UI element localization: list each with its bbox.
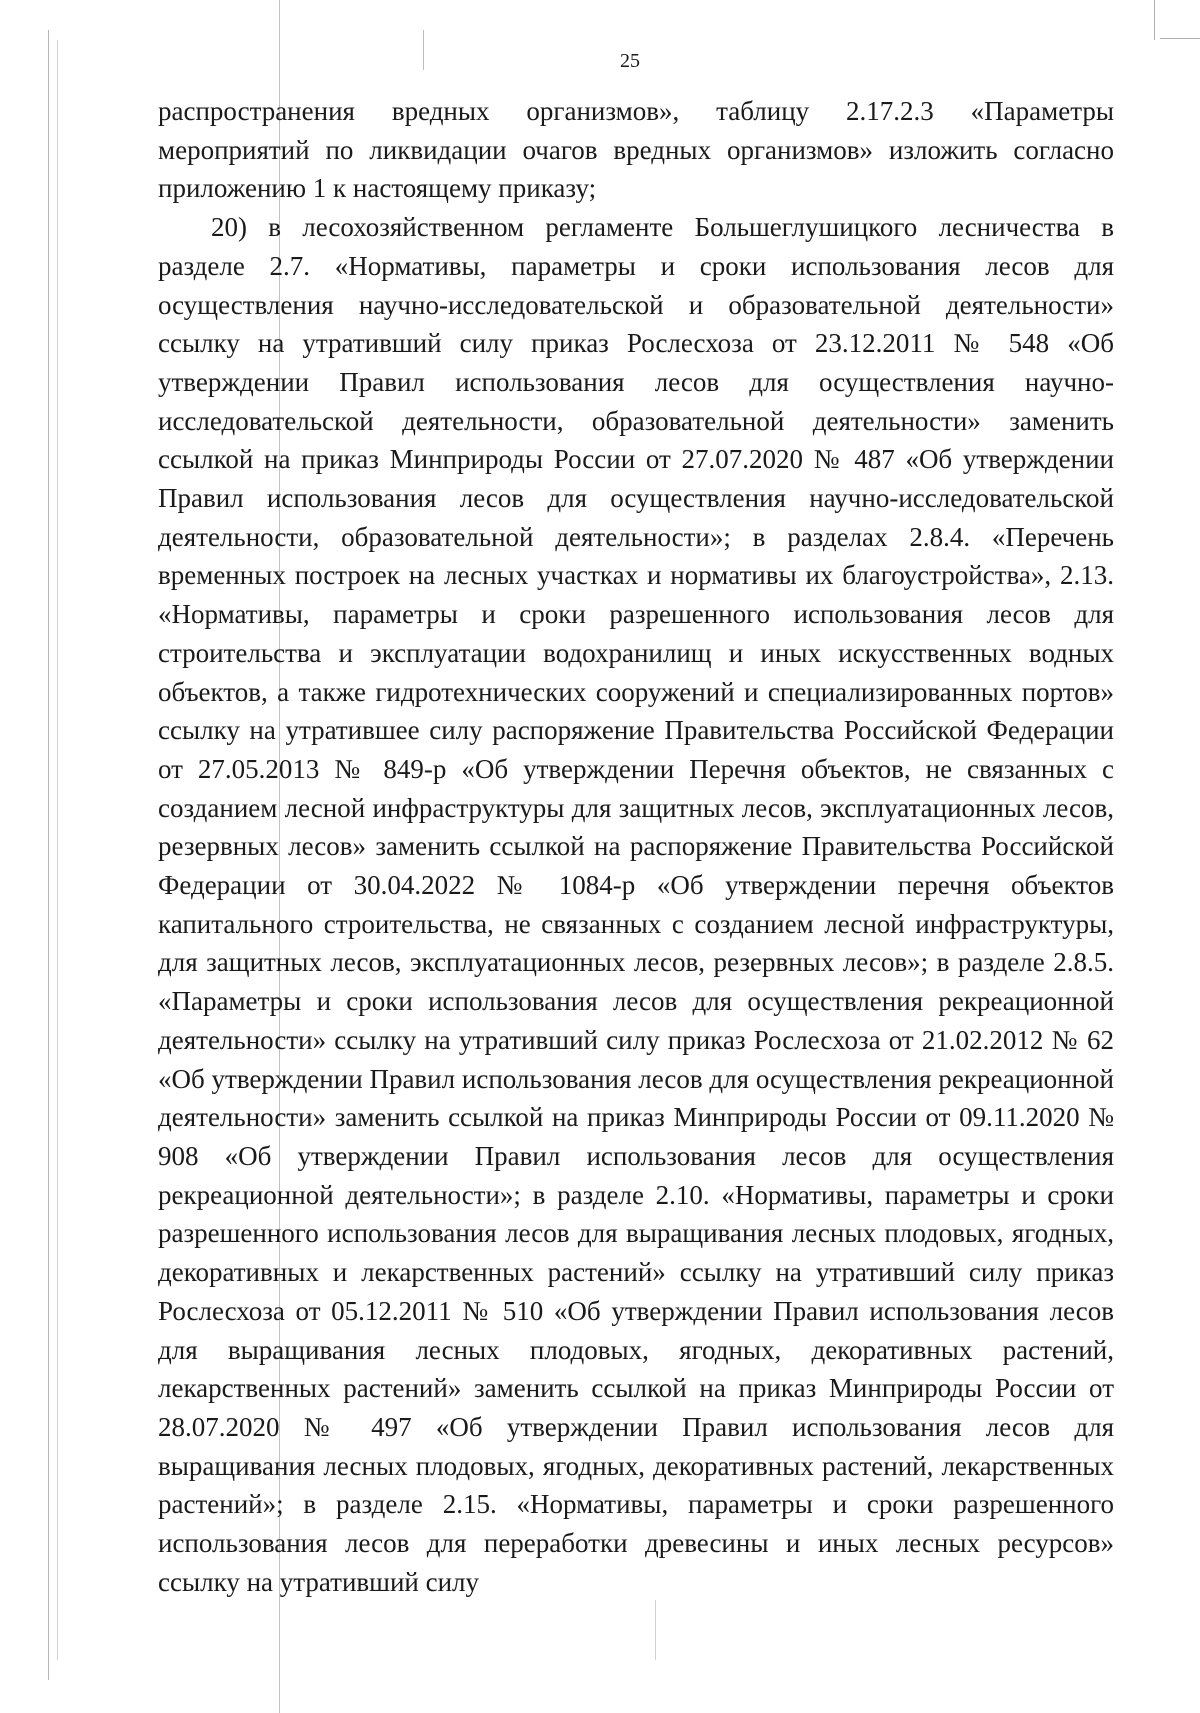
scan-artifact-line [655,1600,656,1660]
scan-artifact-line [1160,38,1200,39]
page-number: 25 [620,50,640,72]
scan-artifact-line [48,30,49,1680]
scan-artifact-line [1154,0,1155,40]
paragraph-item-20: 20) в лесохозяйственном регламенте Большеглушицкого лесничества в разделе 2.7. «Нормативы, параметры и сроки использования лесов для осуществления научно-исследовательской и образовательной деятельности» ссылку на утративший силу приказ Рослесхоза от 23.12.2011 № 548 «Об утверждении Правил использования лесов для осуществления научно-исследовательской деятельности, образовательной деятельности» заменить ссылкой на приказ Минприроды России от 27.07.2020 № 487 «Об утверждении Правил использования лесов для осуществления научно-исследовательской деятельности, образовательной деятельности»; в разделах 2.8.4. «Перечень временных построек на лесных участках и нормативы их благоустройства», 2.13. «Нормативы, параметры и сроки разрешенного использования лесов для строительства и эксплуатации водохранилищ и иных искусственных водных объектов, а также гидротехнических сооружений и специализированных портов» ссылку на утратившее силу распоряжение Правительства Российской Федерации от 27.05.2013 № 849-р «Об утверждении Перечня объектов, не связанных с созданием лесной инфраструктуры для защитных лесов, эксплуатационных лесов, резервных лесов» заменить ссылкой на распоряжение Правительства Российской Федерации от 30.04.2022 № 1084-р «Об утверждении перечня объектов капитального строительства, не связанных с созданием лесной инфраструктуры, для защитных лесов, эксплуатационных лесов, резервных лесов»; в разделе 2.8.5. «Параметры и сроки использования лесов для осуществления рекреационной деятельности» ссылку на утративший силу приказ Рослесхоза от 21.02.2012 № 62 «Об утверждении Правил использования лесов для осуществления рекреационной деятельности» заменить ссылкой на приказ Минприроды России от 09.11.2020 № 908 «Об утверждении Правил использования лесов для осуществления рекреационной деятельности»; в разделе 2.10. «Нормативы, параметры и сроки разрешенного использования лесов для выращивания лесных плодовых, ягодных, декоративных и лекарственных растений» ссылку на утративший силу приказ Рослесхоза от 05.12.2011 № 510 «Об утверждении Правил использования лесов для выращивания лесных плодовых, ягодных, декоративных растений, лекарственных растений» заменить ссылкой на приказ Минприроды России от 28.07.2020 № 497 «Об утверждении Правил использования лесов для выращивания лесных плодовых, ягодных, декоративных растений, лекарственных растений»; в разделе 2.15. «Нормативы, параметры и сроки разрешенного использования лесов для переработки древесины и иных лесных ресурсов» ссылку на утративший силу [158,212,1114,1597]
body-text [158,92,1114,1601]
scan-artifact-line [57,40,58,1660]
paragraph-continuation: распространения вредных организмов», таблицу 2.17.2.3 «Параметры мероприятий по ликвидации очагов вредных организмов» изложить согласно приложению 1 к настоящему приказу; [158,96,1114,204]
